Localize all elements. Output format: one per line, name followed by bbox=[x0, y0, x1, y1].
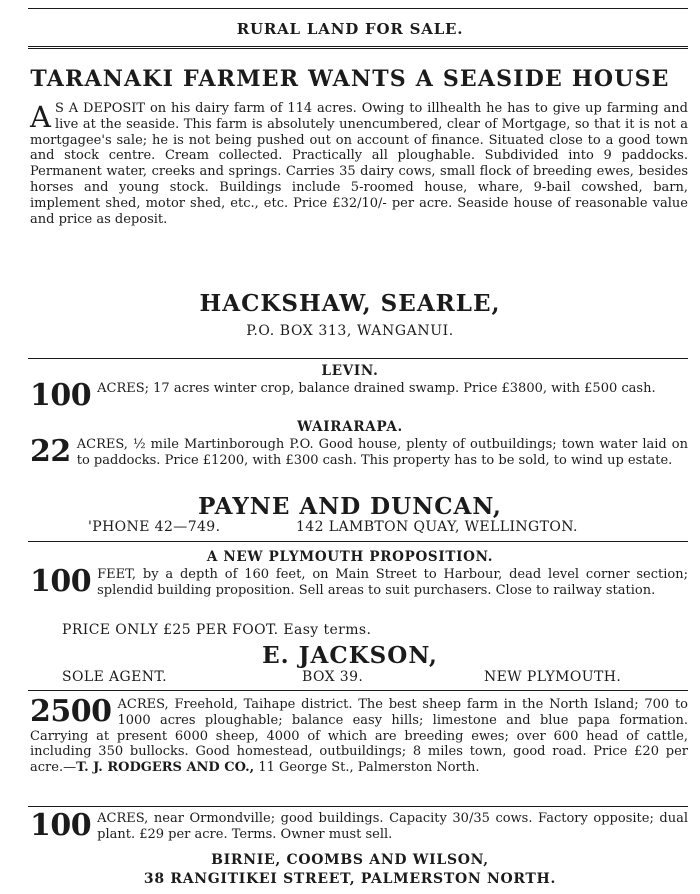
ad3-frontage: 100 bbox=[30, 564, 92, 599]
ad2-heading-levin: LEVIN. bbox=[321, 363, 379, 379]
ad4-address: 11 George St., Palmerston North. bbox=[258, 760, 480, 776]
ad3-firm-name: E. JACKSON, bbox=[262, 642, 438, 669]
ad1-dropcap: A bbox=[30, 100, 51, 134]
ad-separator-2 bbox=[28, 541, 688, 542]
ad3-price: PRICE ONLY £25 PER FOOT. Easy terms. bbox=[62, 622, 372, 638]
ad2-levin-body: ACRES; 17 acres winter crop, balance drained swamp. Price £3800, with £500 cash. bbox=[97, 381, 656, 396]
ad3-town: NEW PLYMOUTH. bbox=[484, 669, 622, 685]
ad4-acreage: 2500 bbox=[30, 694, 112, 729]
ad-separator-3 bbox=[28, 690, 688, 691]
ad2-address: 142 LAMBTON QUAY, WELLINGTON. bbox=[296, 519, 578, 535]
header-rule bbox=[28, 46, 688, 49]
ad1-body-paragraph bbox=[30, 101, 688, 227]
ad2-levin-paragraph bbox=[30, 378, 688, 413]
ad4-paragraph bbox=[30, 694, 688, 776]
ad3-sole-agent: SOLE AGENT. bbox=[62, 669, 167, 685]
ad3-box: BOX 39. bbox=[302, 669, 364, 685]
ad-separator-4 bbox=[28, 806, 688, 807]
ad3-paragraph bbox=[30, 564, 688, 599]
ad2-phone: 'PHONE 42—749. bbox=[88, 519, 221, 535]
ad-separator-1 bbox=[28, 358, 688, 359]
ad1-address: P.O. BOX 313, WANGANUI. bbox=[246, 323, 454, 339]
ad5-firm-name: BIRNIE, COOMBS AND WILSON, bbox=[211, 852, 489, 868]
ad3-body: FEET, by a depth of 160 feet, on Main Street to Harbour, dead level corner section; splendid building proposition. Sell areas to suit purchasers. Close to railway station. bbox=[97, 567, 688, 598]
ad2-firm-name: PAYNE AND DUNCAN, bbox=[198, 493, 502, 520]
top-rule bbox=[28, 8, 688, 9]
ad1-firm-name: HACKSHAW, SEARLE, bbox=[199, 290, 501, 317]
ad4-firm-name: T. J. RODGERS AND CO., bbox=[76, 760, 255, 776]
ad2-wairarapa-body: ACRES, ½ mile Martinborough P.O. Good house, plenty of outbuildings; town water laid on to paddocks. Price £1200, with £300 cash. This property has to be sold, to wind up estate. bbox=[76, 437, 688, 468]
ad1-headline: TARANAKI FARMER WANTS A SEASIDE HOUSE bbox=[30, 66, 670, 92]
ad4-body: ACRES, Freehold, Taihape district. The best sheep farm in the North Island; 700 to 1000 acres ploughable; balance easy hills; limestone and blue papa formation. Carrying at present 6000 sheep, 4000 of which are breeding ewes; over 600 head of cattle, including 350 bullocks. Good homestead, outbuildings; 8 miles town, good road. Price £20 per acre.— bbox=[30, 697, 688, 776]
ad1-body: S A DEPOSIT on his dairy farm of 114 acres. Owing to illhealth he has to give up farming and live at the seaside. This farm is absolutely unencumbered, clear of Mortgage, so that it is not a mortgagee's sale; he is not being pushed out on account of finance. Situated close to a good town and stock centre. Cream collected. Practically all ploughable. Subdivided into 9 paddocks. Permanent water, creeks and springs. Carries 35 dairy cows, small flock of breeding ewes, besides horses and young stock. Buildings include 5-roomed house, whare, 9-bail cowshed, barn, implement shed, motor shed, etc., etc. Price £32/10/- per acre. Seaside house of reasonable value and price as deposit. bbox=[30, 101, 688, 227]
ad5-acreage: 100 bbox=[30, 808, 92, 843]
ad5-address: 38 RANGITIKEI STREET, PALMERSTON NORTH. bbox=[143, 871, 557, 887]
ad5-body: ACRES, near Ormondville; good buildings. Capacity 30/35 cows. Factory opposite; dual plant. £29 per acre. Terms. Owner must sell. bbox=[97, 811, 688, 842]
ad2-levin-acreage: 100 bbox=[30, 378, 92, 413]
ad2-wairarapa-acreage: 22 bbox=[30, 434, 71, 469]
ad2-wairarapa-paragraph bbox=[30, 434, 688, 469]
ad5-paragraph bbox=[30, 808, 688, 843]
section-header: RURAL LAND FOR SALE. bbox=[236, 20, 464, 38]
ad2-heading-wairarapa: WAIRARAPA. bbox=[297, 419, 403, 435]
ad3-heading: A NEW PLYMOUTH PROPOSITION. bbox=[206, 549, 494, 565]
